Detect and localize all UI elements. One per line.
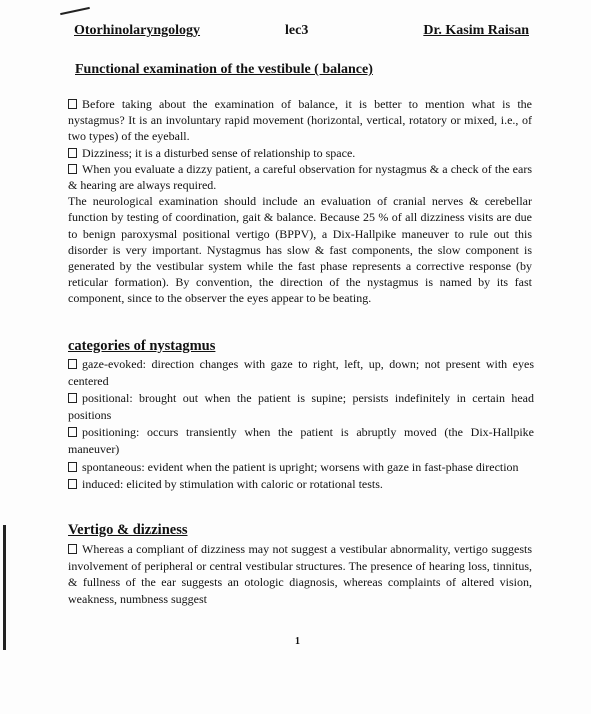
page-header [74,23,529,43]
checkbox-bullet-icon [68,99,77,109]
list-item: gaze-evoked: direction changes with gaze to right, left, up, down; not present with eyes centered [68,357,534,388]
page-number: 1 [295,636,300,647]
intro-section [68,96,532,307]
list-item: positional: brought out when the patient is supine; persists indefinitely in certain head positions [68,391,534,422]
categories-list [68,356,534,494]
checkbox-bullet-icon [68,544,77,554]
checkbox-bullet-icon [68,427,77,437]
header-lecture: lec3 [285,23,309,38]
list-item: induced: elicited by stimulation with caloric or rotational tests. [68,476,534,493]
list-item: spontaneous: evident when the patient is upright; worsens with gaze in fast-phase direction [68,459,534,476]
checkbox-bullet-icon [68,164,77,174]
list-item: positioning: occurs transiently when the patient is abruptly moved (the Dix-Hallpike maneuver) [68,425,534,456]
vertigo-paragraph: Whereas a compliant of dizziness may not suggest a vestibular abnormality, vertigo suggests involvement of peripheral or central vestibular structures. The presence of hearing loss, tinnitus, & fullness of the ear suggests an otologic diagnosis, whereas complaints of altered vision, weakness, numbness suggest [68,542,532,606]
categories-heading: categories of nystagmus [68,338,216,354]
intro-paragraph-evaluation: When you evaluate a dizzy patient, a careful observation for nystagmus & a check of the ears & hearing are always required. [68,161,532,193]
scan-pen-mark [60,7,90,15]
checkbox-bullet-icon [68,393,77,403]
checkbox-bullet-icon [68,462,77,472]
neuro-paragraph: The neurological examination should include an evaluation of cranial nerves & cerebellar function by testing of coordination, gait & balance. Because 25 % of all dizziness visits are due to benign paroxysmal positional vertigo (BPPV), a Dix-Hallpike maneuver to rule out this disorder is very important. Nystagmus has slow & fast components, the slow component is generated by the vestibular system while the fast phase represents a corrective response (by reticular formation). By convention, the direction of the nystagmus is named by its fast component, since to the observer the eyes appear to be beating. [68,194,532,306]
scan-edge-shadow [3,525,6,650]
intro-paragraph-dizziness: Dizziness; it is a disturbed sense of relationship to space. [68,145,532,161]
vertigo-heading: Vertigo & dizziness [68,522,188,538]
checkbox-bullet-icon [68,148,77,158]
header-subject: Otorhinolaryngology [74,23,201,38]
header-author: Dr. Kasim Raisan [423,23,529,38]
checkbox-bullet-icon [68,359,77,369]
checkbox-bullet-icon [68,479,77,489]
intro-paragraph-nystagmus: Before taking about the examination of balance, it is better to mention what is the nystagmus? It is an involuntary rapid movement (horizontal, vertical, rotatory or mixed, i.e., of two types) of the eyeball. [68,97,532,144]
page-title: Functional examination of the vestibule ( balance) [75,62,373,77]
